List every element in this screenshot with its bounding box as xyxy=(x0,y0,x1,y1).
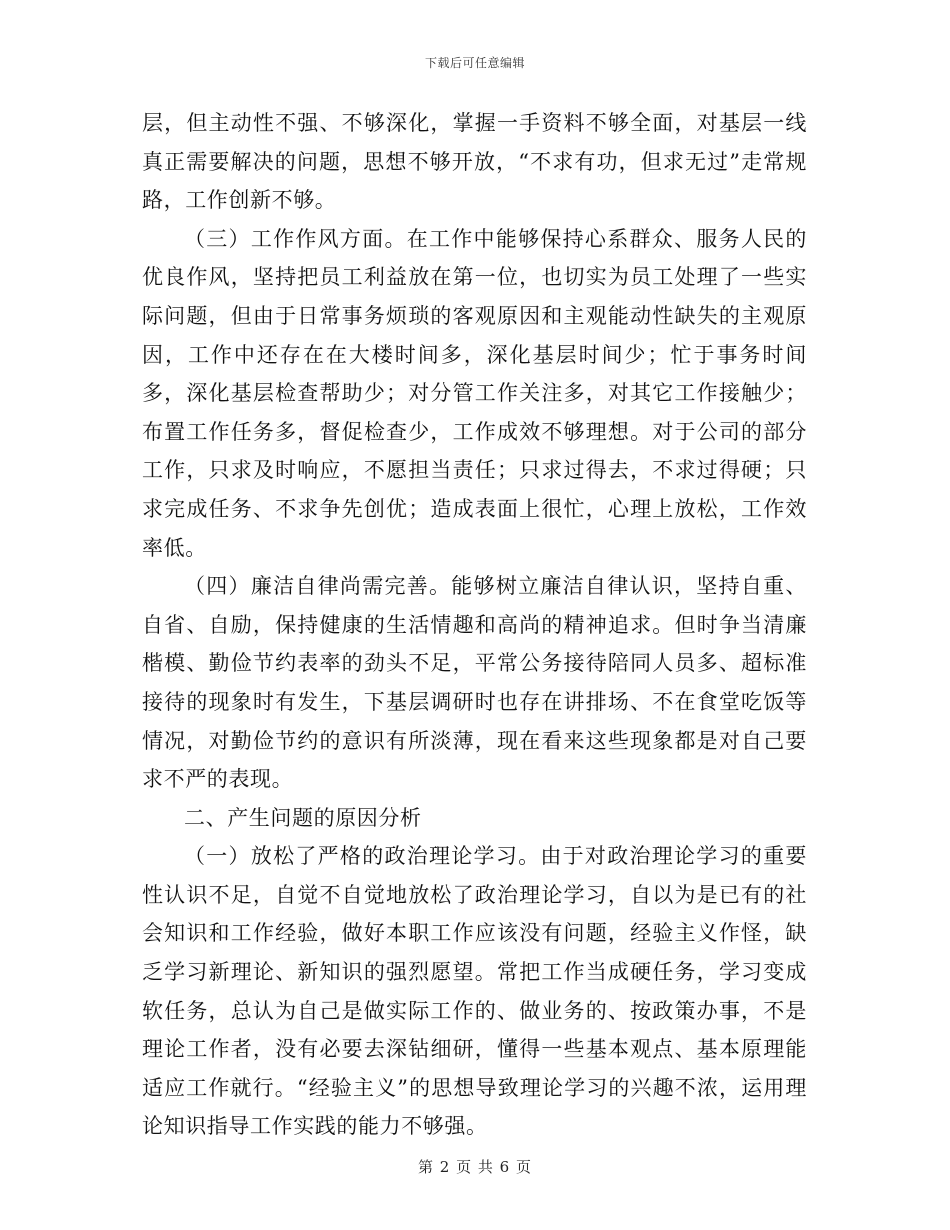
paragraph-theory-study: （一）放松了严格的政治理论学习。由于对政治理论学习的重要性认识不足，自觉不自觉地放松了政治理论学习，自以为是已有的社会知识和工作经验，做好本职工作应该没有问题，经验主义作怪，缺乏学习新理论、新知识的强烈愿望。常把工作当成硬任务，学习变成软任务，总认为自己是做实际工作的、做业务的、按政策办事，不是理论工作者，没有必要去深钻细研，懂得一些基本观点、基本原理能适应工作就行。“经验主义”的思想导致理论学习的兴趣不浓，运用理论知识指导工作实践的能力不够强。 xyxy=(142,844,807,1139)
page-header-note: 下载后可任意编辑 xyxy=(424,56,525,70)
section-heading-cause-analysis: 二、产生问题的原因分析 xyxy=(184,805,422,830)
page-number: 第 2 页 共 6 页 xyxy=(418,1158,532,1176)
paragraph-continuation: 层，但主动性不强、不够深化，掌握一手资料不够全面，对基层一线真正需要解决的问题，思想不够开放，“不求有功，但求无过”走常规路，工作创新不够。 xyxy=(142,111,807,213)
paragraph-work-style: （三）工作作风方面。在工作中能够保持心系群众、服务人民的优良作风，坚持把员工利益放在第一位，也切实为员工处理了一些实际问题，但由于日常事务烦琐的客观原因和主观能动性缺失的主观原因，工作中还存在在大楼时间多，深化基层时间少；忙于事务时间多，深化基层检查帮助少；对分管工作关注多，对其它工作接触少；布置工作任务多，督促检查少，工作成效不够理想。对于公司的部分工作，只求及时响应，不愿担当责任；只求过得去，不求过得硬；只求完成任务、不求争先创优；造成表面上很忙，心理上放松，工作效率低。 xyxy=(142,226,807,560)
document-body xyxy=(142,104,807,1146)
paragraph-integrity: （四）廉洁自律尚需完善。能够树立廉洁自律认识，坚持自重、自省、自励，保持健康的生活情趣和高尚的精神追求。但时争当清廉楷模、勤俭节约表率的劲头不足，平常公务接待陪同人员多、超标准接待的现象时有发生，下基层调研时也存在讲排场、不在食堂吃饭等情况，对勤俭节约的意识有所淡薄，现在看来这些现象都是对自己要求不严的表现。 xyxy=(142,574,807,792)
